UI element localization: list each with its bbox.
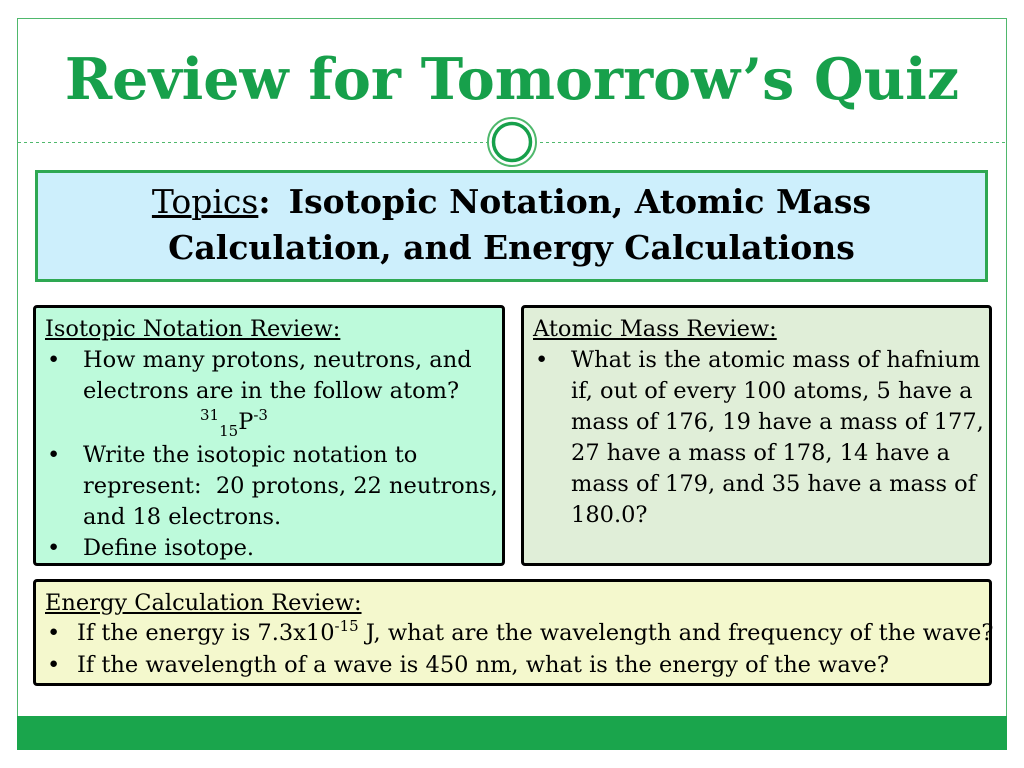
bullet-marker: • — [47, 442, 61, 468]
panel-heading: Isotopic Notation Review: — [45, 316, 341, 342]
bullet-line: and 18 electrons. — [83, 504, 282, 530]
panel-heading: Atomic Mass Review: — [533, 316, 777, 342]
bullet-line: electrons are in the follow atom? — [83, 378, 460, 404]
bullet-marker: • — [535, 347, 549, 373]
footer-band — [17, 716, 1007, 750]
isotopic-notation-review-panel — [33, 305, 505, 566]
bullet-line: 27 have a mass of 178, 14 have a — [571, 440, 950, 466]
bullet-marker: • — [47, 347, 61, 373]
bullet-line — [77, 617, 994, 650]
atomic-number: 15 — [219, 422, 239, 440]
topics-label: Topics — [151, 182, 259, 221]
bullet-line: if, out of every 100 atoms, 5 have a — [571, 378, 973, 404]
bullet-line: 180.0? — [571, 502, 648, 528]
topics-colon: : — [258, 182, 271, 221]
topics-text: Isotopic Notation, Atomic Mass — [288, 182, 872, 221]
frame-top-border — [17, 18, 1007, 19]
isotope-notation — [83, 407, 493, 440]
mass-number: 31 — [200, 406, 220, 424]
bullet-line: mass of 179, and 35 have a mass of — [571, 471, 977, 497]
double-circle-ornament-icon — [486, 116, 538, 168]
bullet-marker: • — [47, 535, 61, 561]
frame-left-border — [17, 18, 18, 716]
energy-question-start: If the energy is 7.3x10 — [77, 620, 335, 646]
element-symbol: P — [238, 409, 254, 435]
frame-right-border — [1006, 18, 1007, 716]
bullet-item — [45, 650, 980, 680]
exponent: -15 — [334, 617, 359, 635]
bullet-item — [45, 345, 493, 440]
topics-line: Calculation, and Energy Calculations — [168, 228, 855, 267]
atomic-mass-review-panel — [521, 305, 992, 566]
bullet-line: What is the atomic mass of hafnium — [571, 347, 981, 373]
bullet-line: Write the isotopic notation to — [83, 442, 418, 468]
panel-heading: Energy Calculation Review: — [45, 590, 362, 616]
bullet-item — [45, 617, 994, 650]
ion-charge: -3 — [253, 406, 268, 424]
energy-calculation-review-panel — [33, 579, 992, 686]
bullet-marker: • — [47, 620, 61, 646]
bullet-line: How many protons, neutrons, and — [83, 347, 472, 373]
slide-title: Review for Tomorrow’s Quiz — [64, 46, 960, 113]
bullet-line: Define isotope. — [83, 535, 255, 561]
topics-line — [38, 179, 985, 225]
bullet-item — [533, 345, 984, 531]
bullet-line: represent: 20 protons, 22 neutrons, — [83, 473, 498, 499]
topics-box — [35, 170, 988, 282]
bullet-line: If the wavelength of a wave is 450 nm, what is the energy of the wave? — [77, 652, 889, 678]
energy-question-end: J, what are the wavelength and frequency of the wave? — [358, 620, 994, 646]
bullet-item — [45, 533, 493, 564]
bullet-line: mass of 176, 19 have a mass of 177, — [571, 409, 984, 435]
bullet-marker: • — [47, 652, 61, 678]
bullet-item — [45, 440, 498, 533]
